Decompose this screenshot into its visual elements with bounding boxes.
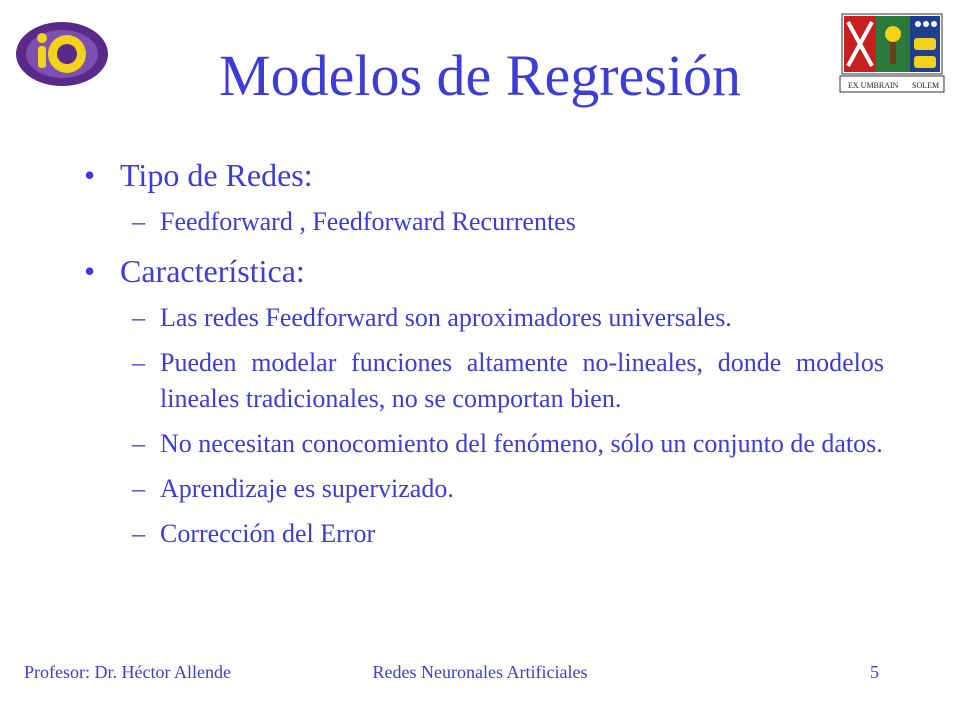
bullet-tipo-redes <box>84 152 884 198</box>
sub-bullet <box>84 345 884 417</box>
bullet-label: Característica: <box>120 253 305 289</box>
footer-author: Profesor: Dr. Héctor Allende <box>24 662 231 682</box>
crest-motto-left: EX UMBRA <box>848 81 891 90</box>
sub-bullet-text: Corrección del Error <box>160 519 376 548</box>
bullet-list <box>84 152 884 552</box>
dash-icon: – <box>132 429 145 458</box>
sub-bullet <box>84 204 884 240</box>
dash-icon: – <box>132 303 145 332</box>
dash-icon: – <box>132 348 145 377</box>
sub-bullet-text: Aprendizaje es supervizado. <box>160 474 454 503</box>
crest-motto-mid: IN <box>890 81 899 90</box>
sub-bullet <box>84 426 884 462</box>
dash-icon: – <box>132 519 145 548</box>
sub-bullet-text: Feedforward , Feedforward Recurrentes <box>160 207 576 236</box>
footer-page-number: 5 <box>870 662 879 682</box>
sub-bullet-text: Pueden modelar funciones altamente no-lineales, donde modelos lineales tradicionales, no se comportan bien. <box>160 348 884 413</box>
sub-bullet <box>84 471 884 507</box>
slide-title: Modelos de Regresión <box>219 43 741 108</box>
dash-icon: – <box>132 474 145 503</box>
footer-course: Redes Neuronales Artificiales <box>372 662 588 682</box>
crest-motto-right: SOLEM <box>912 81 940 90</box>
sub-bullet-text: Las redes Feedforward son aproximadores universales. <box>160 303 732 332</box>
sub-bullet-text: No necesitan conocomiento del fenómeno, sólo un conjunto de datos. <box>160 429 883 458</box>
bullet-label: Tipo de Redes: <box>120 157 313 193</box>
bullet-dot-icon: • <box>84 157 96 193</box>
sub-bullet <box>84 516 884 552</box>
dash-icon: – <box>132 207 145 236</box>
bullet-dot-icon: • <box>84 253 96 289</box>
bullet-caracteristica <box>84 248 884 294</box>
sub-bullet <box>84 300 884 336</box>
